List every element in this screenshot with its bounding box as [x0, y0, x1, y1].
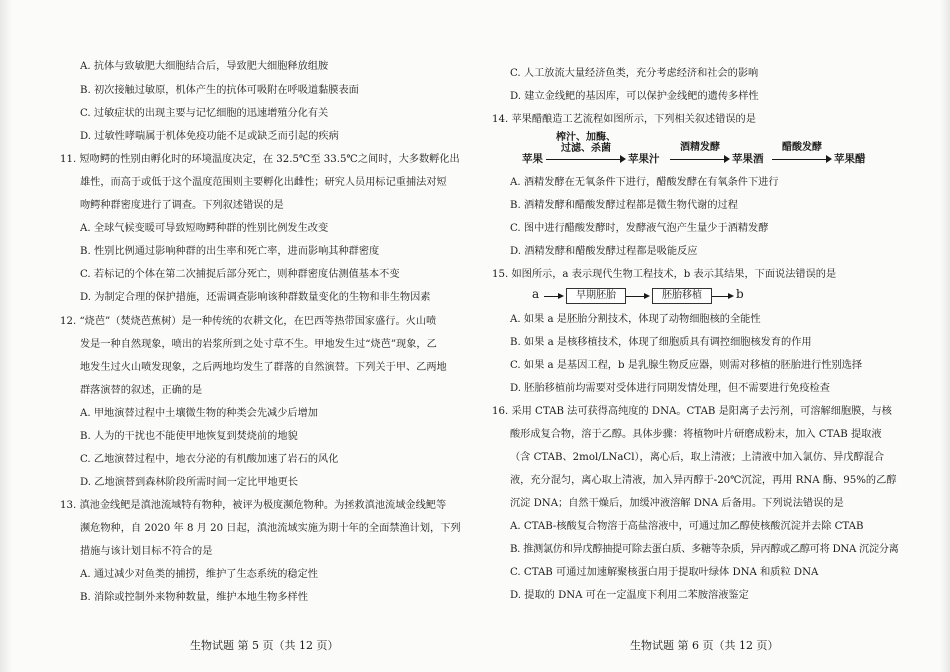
q11-stem-line: 雄性，而高于或低于这个温度范围则主要孵化出雌性；研究人员用标记重捕法对短	[80, 177, 447, 188]
flow-node-vinegar: 苹果醋	[834, 153, 866, 165]
box-embryo-transfer: 胚胎移植	[652, 288, 712, 304]
embryo-diagram	[532, 285, 772, 307]
q12-stem-line: 12. “烧芭”（焚烧芭蕉树）是一种传统的农耕文化，在巴西等热带国家盛行。火山喷	[60, 316, 437, 327]
q15-option-b: B. 如果 a 是核移植技术，体现了细胞质具有调控细胞核发育的作用	[510, 337, 812, 348]
q13-stem-line: 13. 滇池金线鲃是滇池流域特有物种，被评为极度濒危物种。为拯救滇池流域金线鲃等	[60, 500, 447, 511]
q12-option-a: A. 甲地演替过程中土壤微生物的种类会先减少后增加	[80, 408, 318, 419]
flow-node-wine: 苹果酒	[732, 153, 764, 165]
q16-stem-line: 酸形成复合物，溶于乙醇。具体步骤：将植物叶片研磨成粉末，加入 CTAB 提取液	[510, 429, 882, 440]
flow-arrow	[772, 159, 830, 160]
q16-option-d: D. 提取的 DNA 可在一定温度下利用二苯胺溶液鉴定	[510, 590, 749, 601]
q12-option-d: D. 乙地演替到森林阶段所需时间一定比甲地更长	[80, 477, 299, 488]
q16-option-a: A. CTAB-核酸复合物溶于高盐溶液中，可通过加乙醇使核酸沉淀并去除 CTAB	[510, 521, 864, 532]
flow-arrow	[546, 159, 624, 160]
flow-condition-2: 酒精发酵	[680, 142, 720, 153]
q12-option-c: C. 乙地演替过程中，地衣分泌的有机酸加速了岩石的风化	[80, 454, 339, 465]
q16-stem-line: （含 CTAB、2mol/LNaCl），离心后，取上清液；上清液中加入氯仿、异戊醇混合	[510, 452, 885, 463]
q14-option-c: C. 图中进行醋酸发酵时，发酵液气泡产生量少于酒精发酵	[510, 223, 769, 234]
flow-node-apple: 苹果	[522, 153, 543, 165]
q16-option-c: C. CTAB 可通过加速解聚核蛋白用于提取叶绿体 DNA 和质粒 DNA	[510, 567, 819, 578]
q15-stem: 15. 如图所示，a 表示现代生物工程技术，b 表示其结果，下面说法错误的是	[492, 269, 837, 280]
flow-condition-1-top: 榨汁、加酶、	[556, 132, 616, 143]
flow-arrow	[670, 159, 728, 160]
q11-option-d: D. 为制定合理的保护措施，还需调查影响该种群数量变化的生物和非生物因素	[80, 292, 431, 303]
q10-option-b: B. 初次接触过敏原，机体产生的抗体可吸附在呼吸道黏膜表面	[80, 85, 359, 96]
scan-edge	[940, 0, 950, 672]
page-footer: 生物试题 第 6 页（共 12 页）	[630, 639, 779, 652]
apple-vinegar-flow-diagram	[522, 132, 866, 172]
q16-stem-line: 沉淀 DNA；自然干燥后，加缓冲液溶解 DNA 后备用。下列说法错误的是	[510, 498, 844, 509]
q15-option-c: C. 如果 a 是基因工程，b 是乳腺生物反应器，则需对移植的胚胎进行性别选择	[510, 360, 863, 371]
q12-stem-line: 群落演替的叙述，正确的是	[80, 385, 203, 396]
box-early-embryo: 早期胚胎	[566, 288, 626, 304]
q14-stem: 14. 苹果醋酿造工艺流程如图所示，下列相关叙述错误的是	[492, 114, 756, 125]
q12-option-b: B. 人为的干扰也不能使甲地恢复到焚烧前的地貌	[80, 431, 298, 442]
q13-stem-line: 濒危物种，自 2020 年 8 月 20 日起，滇池流域实施为期十年的全面禁渔计划，下列	[80, 523, 461, 534]
q15-option-a: A. 如果 a 是胚胎分割技术，体现了动物细胞核的全能性	[510, 314, 761, 325]
q13-option-b: B. 消除或控制外来物种数量，维护本地生物多样性	[80, 592, 308, 603]
label-a: a	[532, 287, 540, 301]
q10-option-c: C. 过敏症状的出现主要与记忆细胞的迅速增殖分化有关	[80, 108, 329, 119]
flow-condition-1-bottom: 过滤、杀菌	[561, 143, 611, 154]
q11-option-a: A. 全球气候变暖可导致短吻鳄种群的性别比例发生改变	[80, 223, 329, 234]
flow-node-juice: 苹果汁	[628, 153, 660, 165]
q13-option-c: C. 人工放流大量经济鱼类，充分考虑经济和社会的影响	[510, 68, 759, 79]
q14-option-b: B. 酒精发酵和醋酸发酵过程都是微生物代谢的过程	[510, 200, 738, 211]
label-b: b	[736, 287, 744, 301]
q12-stem-line: 地发生过火山喷发现象，之后两地均发生了群落的自然演替。下列关于甲、乙两地	[80, 362, 447, 373]
q11-stem-line: 吻鳄种群密度进行了调查。下列叙述错误的是	[80, 200, 284, 211]
q10-option-a: A. 抗体与致敏肥大细胞结合后，导致肥大细胞释放组胺	[80, 61, 329, 72]
q14-option-d: D. 酒精发酵和醋酸发酵过程都是吸能反应	[510, 246, 698, 257]
q13-stem-line: 措施与该计划目标不符合的是	[80, 546, 213, 557]
q13-option-d: D. 建立金线鲃的基因库，可以保护金线鲃的遗传多样性	[510, 91, 759, 102]
scan-edge	[0, 0, 12, 672]
q13-option-a: A. 通过减少对鱼类的捕捞，维护了生态系统的稳定性	[80, 569, 318, 580]
q11-option-b: B. 性别比例通过影响种群的出生率和死亡率，进而影响其种群密度	[80, 246, 380, 257]
q10-option-d: D. 过敏性哮喘属于机体免疫功能不足或缺乏而引起的疾病	[80, 131, 339, 142]
q11-option-c: C. 若标记的个体在第二次捕捉后部分死亡，则种群密度估测值基本不变	[80, 269, 400, 280]
q14-option-a: A. 酒精发酵在无氧条件下进行，醋酸发酵在有氧条件下进行	[510, 177, 779, 188]
q11-stem-line: 11. 短吻鳄的性别由孵化时的环境温度决定，在 32.5℃至 33.5℃之间时，大多数孵化出	[60, 154, 460, 165]
diagram-arrow	[712, 296, 732, 297]
flow-condition-3: 醋酸发酵	[782, 142, 822, 153]
page-footer: 生物试题 第 5 页（共 12 页）	[190, 639, 339, 652]
q15-option-d: D. 胚胎移植前均需要对受体进行同期发情处理，但不需要进行免疫检查	[510, 383, 830, 394]
q16-option-b: B. 推测氯仿和异戊醇抽提可除去蛋白质、多糖等杂质，异丙醇或乙醇可将 DNA 沉淀分离	[510, 544, 899, 555]
diagram-arrow	[626, 296, 648, 297]
diagram-arrow	[544, 296, 562, 297]
q12-stem-line: 发是一种自然现象，喷出的岩浆所到之处寸草不生。甲地发生过“烧芭”现象，乙	[80, 339, 437, 350]
q16-stem-line: 液，充分混匀，离心取上清液，加入异丙醇于-20℃沉淀，再用 RNA 酶、95%的乙醇	[510, 475, 897, 486]
q16-stem-line: 16. 采用 CTAB 法可获得高纯度的 DNA。CTAB 是阳离子去污剂，可溶解细胞膜，与核	[492, 406, 892, 417]
